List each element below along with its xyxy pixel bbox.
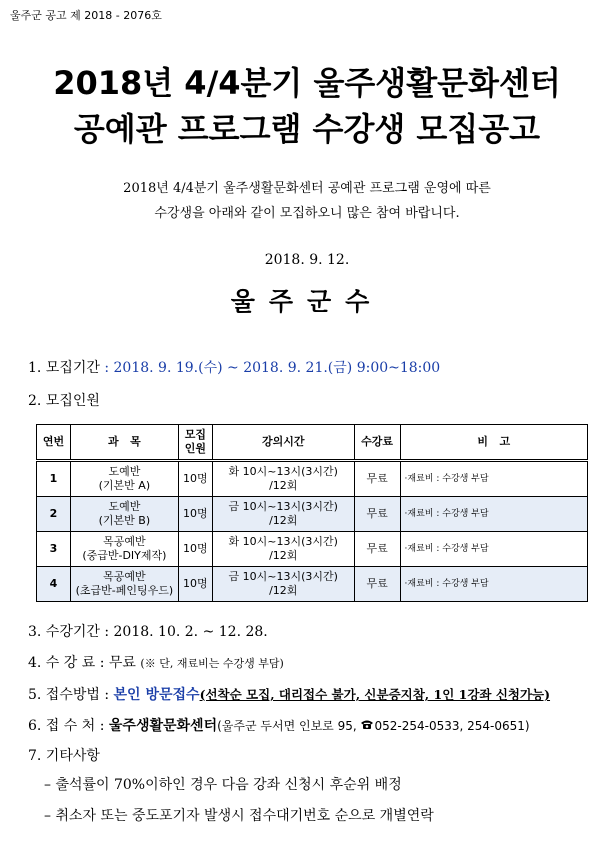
table-row: [37, 461, 588, 497]
section-label: 6. 접 수 처: [28, 718, 96, 734]
cell-subject: 목공예반 (중급반-DIY제작): [70, 532, 178, 567]
table-row: [37, 532, 588, 567]
apply-place-phone: 052-254-0533, 254-0651): [374, 719, 530, 733]
col-header-note: 비 고: [400, 425, 587, 461]
table-header-row: [37, 425, 588, 461]
table-row: [37, 567, 588, 602]
course-period-value: : 2018. 10. 2. ~ 12. 28.: [99, 624, 268, 640]
cell-fee: 무료: [354, 567, 400, 602]
section-label: 4. 수 강 료: [28, 655, 96, 671]
separator: :: [95, 718, 109, 734]
cell-note: ·재료비 : 수강생 부담: [400, 461, 587, 497]
section-recruit-period: [28, 357, 440, 377]
cell-note: ·재료비 : 수강생 부담: [400, 567, 587, 602]
section-apply-place: [28, 715, 530, 735]
fee-value: : 무료: [95, 655, 136, 671]
intro-line1: 2018년 4/4분기 울주생활문화센터 공예관 프로그램 운영에 따른: [123, 181, 491, 196]
col-header-time: 강의시간: [212, 425, 354, 461]
section-fee: [28, 652, 284, 672]
col-header-subject: 과 목: [70, 425, 178, 461]
section-label: 2. 모집인원: [28, 393, 100, 409]
cell-time: 화 10시~13시(3시간) /12회: [212, 461, 354, 497]
apply-place-address: (울주군 두서면 인보로 95,: [217, 719, 361, 733]
cell-count: 10명: [178, 532, 212, 567]
section-misc: [28, 745, 100, 765]
section-label: 5. 접수방법: [28, 687, 100, 703]
cell-time: 금 10시~13시(3시간) /12회: [212, 567, 354, 602]
misc-item-cancellation: – 취소자 또는 중도포기자 발생시 접수대기번호 순으로 개별연락: [44, 808, 434, 824]
cell-count: 10명: [178, 461, 212, 497]
program-table: [36, 424, 588, 602]
page-title-line2: 공예관 프로그램 수강생 모집공고: [73, 110, 541, 148]
issuer-name: 울주군수: [230, 287, 384, 316]
cell-no: 1: [37, 461, 71, 497]
publication-date: 2018. 9. 12.: [264, 252, 350, 268]
notice-number: 울주군 공고 제 2018 - 2076호: [10, 9, 162, 22]
cell-no: 3: [37, 532, 71, 567]
section-label: 1. 모집기간: [28, 360, 100, 376]
section-label: 7. 기타사항: [28, 748, 100, 764]
fee-note: (※ 단, 재료비는 수강생 부담): [140, 657, 284, 670]
cell-subject: 도예반 (기본반 A): [70, 461, 178, 497]
misc-item-attendance: – 출석률이 70%이하인 경우 다음 강좌 신청시 후순위 배정: [44, 777, 402, 793]
separator: :: [99, 687, 114, 703]
cell-no: 4: [37, 567, 71, 602]
cell-subject: 도예반 (기본반 B): [70, 497, 178, 532]
col-header-count: 모집 인원: [178, 425, 212, 461]
recruit-period-value: : 2018. 9. 19.(수) ~ 2018. 9. 21.(금) 9:00~18:00: [99, 360, 441, 376]
intro-line2: 수강생을 아래와 같이 모집하오니 많은 참여 바랍니다.: [154, 206, 460, 221]
section-label: 3. 수강기간: [28, 624, 100, 640]
section-course-period: [28, 621, 268, 641]
cell-note: ·재료비 : 수강생 부담: [400, 532, 587, 567]
cell-count: 10명: [178, 497, 212, 532]
cell-no: 2: [37, 497, 71, 532]
section-recruit-count: [28, 390, 100, 410]
col-header-fee: 수강료: [354, 425, 400, 461]
apply-place-value: 울주생활문화센터: [108, 718, 218, 734]
cell-fee: 무료: [354, 532, 400, 567]
apply-method-value: 본인 방문접수: [113, 687, 200, 703]
cell-count: 10명: [178, 567, 212, 602]
page-title-line1: 2018년 4/4분기 울주생활문화센터: [53, 64, 561, 102]
phone-icon: [360, 718, 374, 734]
apply-method-detail: (선착순 모집, 대리접수 불가, 신분증지참, 1인 1강좌 신청가능): [199, 687, 551, 702]
cell-time: 화 10시~13시(3시간) /12회: [212, 532, 354, 567]
section-apply-method: [28, 684, 550, 704]
cell-time: 금 10시~13시(3시간) /12회: [212, 497, 354, 532]
cell-subject: 목공예반 (초급반-페인팅우드): [70, 567, 178, 602]
cell-note: ·재료비 : 수강생 부담: [400, 497, 587, 532]
cell-fee: 무료: [354, 461, 400, 497]
col-header-no: 연번: [37, 425, 71, 461]
table-row: [37, 497, 588, 532]
cell-fee: 무료: [354, 497, 400, 532]
